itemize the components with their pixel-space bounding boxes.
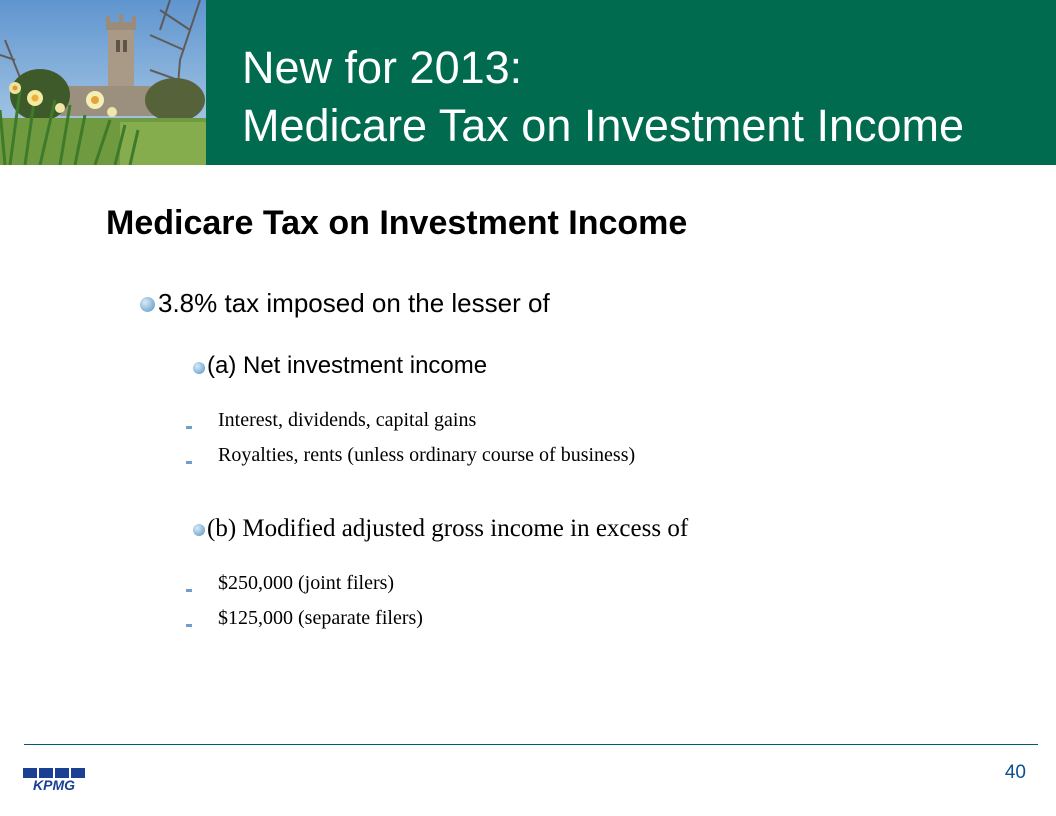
kpmg-logo	[21, 768, 87, 792]
dash-bullet-icon	[186, 461, 192, 464]
list-item: $125,000 (separate filers)	[218, 607, 423, 629]
bullet-main-text: 3.8% tax imposed on the lesser of	[158, 288, 550, 318]
page-number: 40	[1004, 762, 1026, 783]
slide-title-line-1: New for 2013:	[242, 42, 523, 93]
sub-bullet-b-text: (b) Modified adjusted gross income in excess of	[207, 515, 689, 542]
header-photo	[0, 0, 206, 165]
list-item: Interest, dividends, capital gains	[218, 409, 477, 431]
slide-title-line-2: Medicare Tax on Investment Income	[242, 100, 965, 151]
sub-bullet-a-text: (a) Net investment income	[207, 352, 488, 379]
svg-text:KPMG: KPMG	[33, 777, 75, 792]
list-item: Royalties, rents (unless ordinary course of business)	[218, 444, 636, 466]
list-item: $250,000 (joint filers)	[218, 572, 395, 594]
dash-bullet-icon	[186, 589, 192, 592]
bullet-dot-icon	[193, 362, 205, 374]
footer-divider	[24, 744, 1038, 745]
dash-bullet-icon	[186, 624, 192, 627]
bullet-dot-icon	[140, 297, 155, 312]
bullet-dot-icon	[193, 524, 205, 536]
dash-bullet-icon	[186, 426, 192, 429]
section-heading: Medicare Tax on Investment Income	[106, 204, 688, 242]
